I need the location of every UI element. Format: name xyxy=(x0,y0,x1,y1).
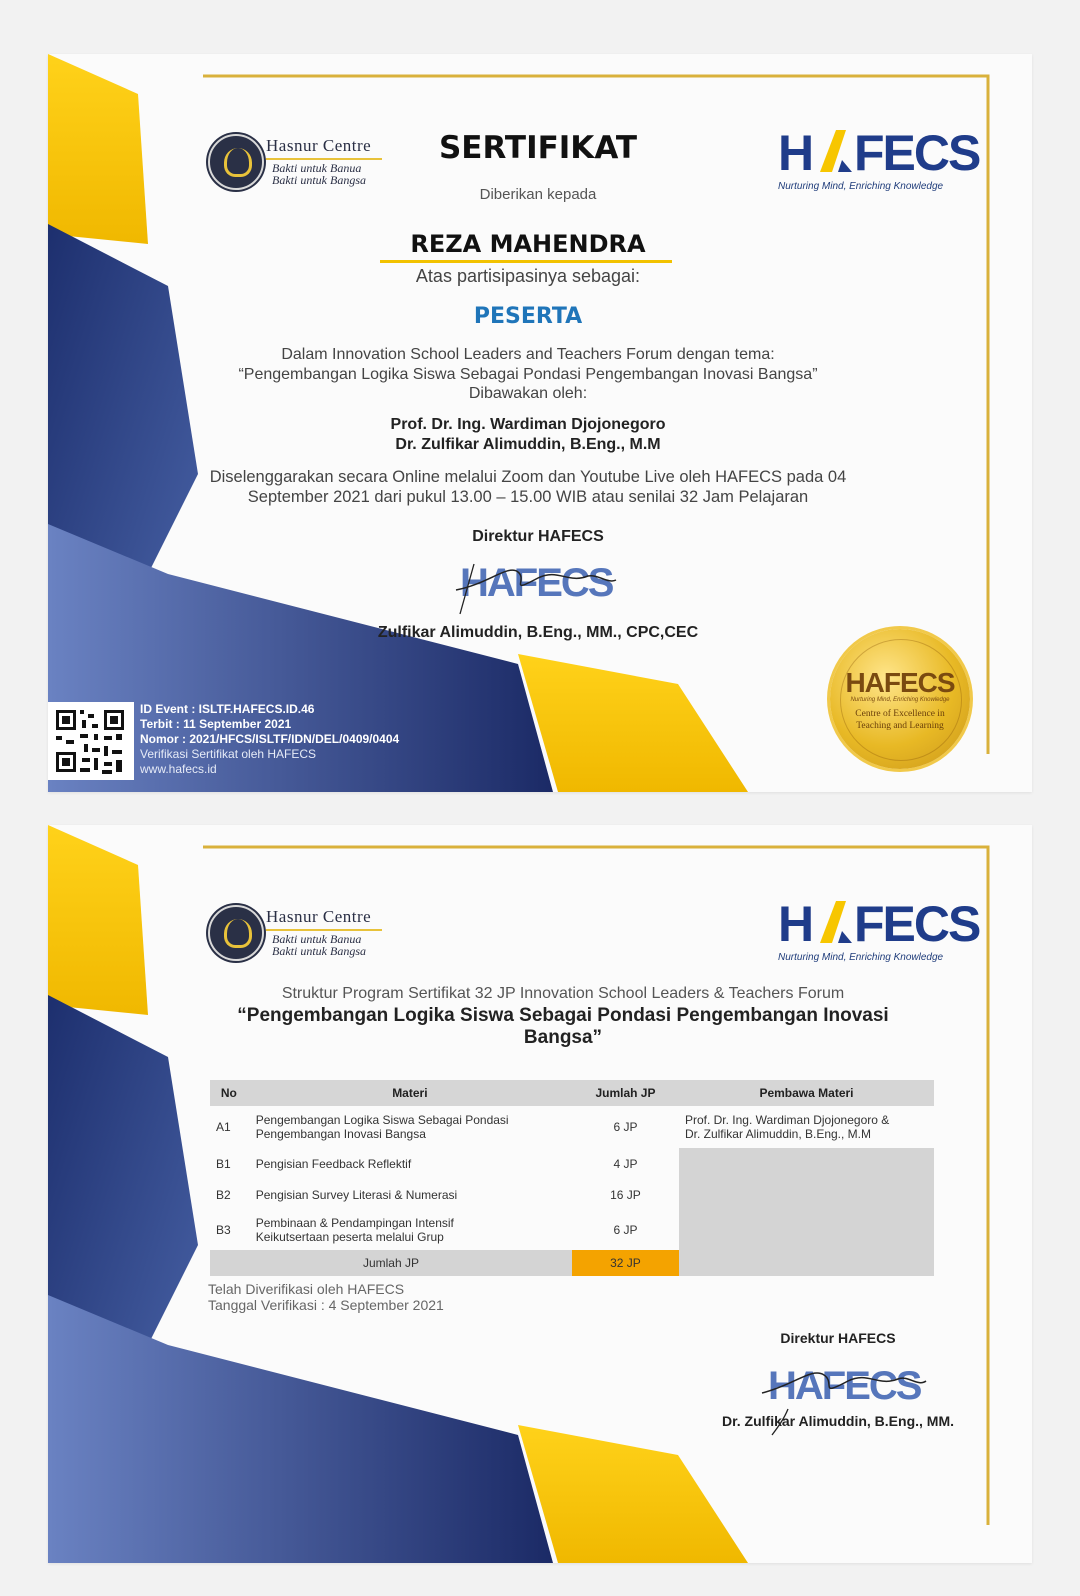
structure-theme-2: Bangsa” xyxy=(523,1027,603,1048)
row-materi-line-1: Pengembangan Logika Siswa Sebagai Pondasi xyxy=(255,1113,509,1127)
participation-label: Atas partisipasinya sebagai: xyxy=(415,266,641,286)
row-jp: 4 JP xyxy=(613,1157,638,1171)
hasnur-tagline-1: Bakti untuk Banua xyxy=(272,161,362,175)
hafecs-seal xyxy=(830,629,970,769)
given-to-label: Diberikan kepada xyxy=(479,186,597,203)
recipient-name: REZA MAHENDRA xyxy=(410,230,646,258)
event-line: Dalam Innovation School Leaders and Teachers Forum dengan tema: xyxy=(281,346,775,363)
svg-text:HAFECS: HAFECS xyxy=(460,561,613,605)
col-jp: Jumlah JP xyxy=(572,1080,679,1106)
hasnur-name: Hasnur Centre xyxy=(266,136,372,155)
recipient-underline xyxy=(380,260,672,263)
svg-text:FECS: FECS xyxy=(854,896,980,952)
speaker-1: Prof. Dr. Ing. Wardiman Djojonegoro xyxy=(390,416,666,433)
footer-issued: Terbit : 11 September 2021 xyxy=(140,717,292,731)
structure-director-title: Direktur HAFECS xyxy=(780,1330,896,1346)
hafecs-wordmark xyxy=(776,896,980,952)
seal-name: HAFECS xyxy=(845,667,955,698)
presented-by-label: Dibawakan oleh: xyxy=(468,385,588,402)
verified-by: Telah Diverifikasi oleh HAFECS xyxy=(208,1281,405,1297)
verified-date: Tanggal Verifikasi : 4 September 2021 xyxy=(208,1297,444,1313)
role-label: PESERTA xyxy=(473,304,583,329)
footer-id-event: ID Event : ISLTF.HAFECS.ID.46 xyxy=(140,702,315,716)
director-name: Zulfikar Alimuddin, B.Eng., MM., CPC,CEC xyxy=(377,624,699,641)
hafecs-tagline: Nurturing Mind, Enriching Knowledge xyxy=(778,952,944,963)
qr-code[interactable] xyxy=(48,702,134,780)
seal-line-2: Teaching and Learning xyxy=(856,721,944,731)
row-no: B3 xyxy=(216,1223,231,1237)
row-jp: 6 JP xyxy=(613,1223,638,1237)
row-no: B1 xyxy=(216,1157,231,1171)
row-materi xyxy=(248,1106,572,1148)
col-no: No xyxy=(210,1080,248,1106)
theme-line: “Pengembangan Logika Siswa Sebagai Pondasi Pengembangan Inovasi Bangsa” xyxy=(238,366,818,383)
hasnur-emblem-icon xyxy=(208,134,264,190)
svg-text:H: H xyxy=(778,896,813,952)
col-materi: Materi xyxy=(248,1080,572,1106)
seal-line-1: Centre of Excellence in xyxy=(855,709,945,719)
footer-verify: Verifikasi Sertifikat oleh HAFECS xyxy=(140,747,317,761)
row-materi-line-1: Pembinaan & Pendampingan Intensif xyxy=(255,1216,454,1230)
row-materi-line-2: Pengembangan Inovasi Bangsa xyxy=(255,1127,426,1141)
structure-director-name: Dr. Zulfikar Alimuddin, B.Eng., MM. xyxy=(721,1413,955,1429)
svg-text:HAFECS: HAFECS xyxy=(768,1364,921,1408)
seal-small-tagline: Nurturing Mind, Enriching Knowledge xyxy=(850,697,950,703)
row-materi: Pengisian Survey Literasi & Numerasi xyxy=(255,1188,458,1202)
total-label: Jumlah JP xyxy=(210,1250,572,1276)
row-pembawa xyxy=(679,1106,934,1148)
col-pembawa: Pembawa Materi xyxy=(679,1080,934,1106)
row-no: A1 xyxy=(216,1120,231,1134)
hasnur-centre-logo xyxy=(208,134,388,194)
total-value: 32 JP xyxy=(572,1250,679,1276)
svg-text:FECS: FECS xyxy=(854,125,980,181)
structure-page xyxy=(48,825,1032,1563)
structure-theme-1: “Pengembangan Logika Siswa Sebagai Pondasi Pengembangan Inovasi xyxy=(237,1005,889,1026)
pembawa-blank-cell xyxy=(679,1148,934,1276)
hafecs-logo xyxy=(776,125,980,192)
hasnur-tagline-2: Bakti untuk Bangsa xyxy=(272,944,366,958)
hasnur-centre-logo xyxy=(208,905,388,965)
organized-line-1: Diselenggarakan secara Online melalui Zoom dan Youtube Live oleh HAFECS pada 04 xyxy=(209,468,847,486)
table-row xyxy=(210,1148,934,1180)
structure-director-signature xyxy=(748,1353,938,1443)
director-title: Direktur HAFECS xyxy=(472,528,604,545)
speaker-2: Dr. Zulfikar Alimuddin, B.Eng., M.M xyxy=(395,436,661,453)
row-materi xyxy=(248,1210,572,1250)
row-no: B2 xyxy=(216,1188,231,1202)
footer-website[interactable]: www.hafecs.id xyxy=(140,762,217,776)
hasnur-tagline-1: Bakti untuk Banua xyxy=(272,932,362,946)
certificate-page xyxy=(48,54,1032,792)
row-materi-line-2: Keikutsertaan peserta melalui Grup xyxy=(255,1230,444,1244)
row-jp: 16 JP xyxy=(610,1188,641,1202)
hasnur-tagline-2: Bakti untuk Bangsa xyxy=(272,173,366,187)
row-pembawa-line-2: Dr. Zulfikar Alimuddin, B.Eng., M.M xyxy=(684,1127,872,1141)
hasnur-name: Hasnur Centre xyxy=(266,907,372,926)
structure-table xyxy=(210,1080,934,1276)
hafecs-logo xyxy=(776,896,980,963)
hasnur-emblem-icon xyxy=(208,905,264,961)
table-row xyxy=(210,1106,934,1148)
hafecs-tagline: Nurturing Mind, Enriching Knowledge xyxy=(778,181,944,192)
row-pembawa-line-1: Prof. Dr. Ing. Wardiman Djojonegoro & xyxy=(684,1113,890,1127)
structure-heading: Struktur Program Sertifikat 32 JP Innovation School Leaders & Teachers Forum xyxy=(281,985,845,1002)
hafecs-wordmark xyxy=(776,125,980,181)
organized-line-2: September 2021 dari pukul 13.00 – 15.00 WIB atau senilai 32 Jam Pelajaran xyxy=(247,488,809,506)
footer-number: Nomor : 2021/HFCS/ISLTF/IDN/DEL/0409/0404 xyxy=(140,732,400,746)
certificate-title: SERTIFIKAT xyxy=(438,130,638,166)
row-materi: Pengisian Feedback Reflektif xyxy=(255,1157,412,1171)
director-signature xyxy=(448,554,628,624)
svg-text:H: H xyxy=(778,125,813,181)
row-jp: 6 JP xyxy=(613,1120,638,1134)
